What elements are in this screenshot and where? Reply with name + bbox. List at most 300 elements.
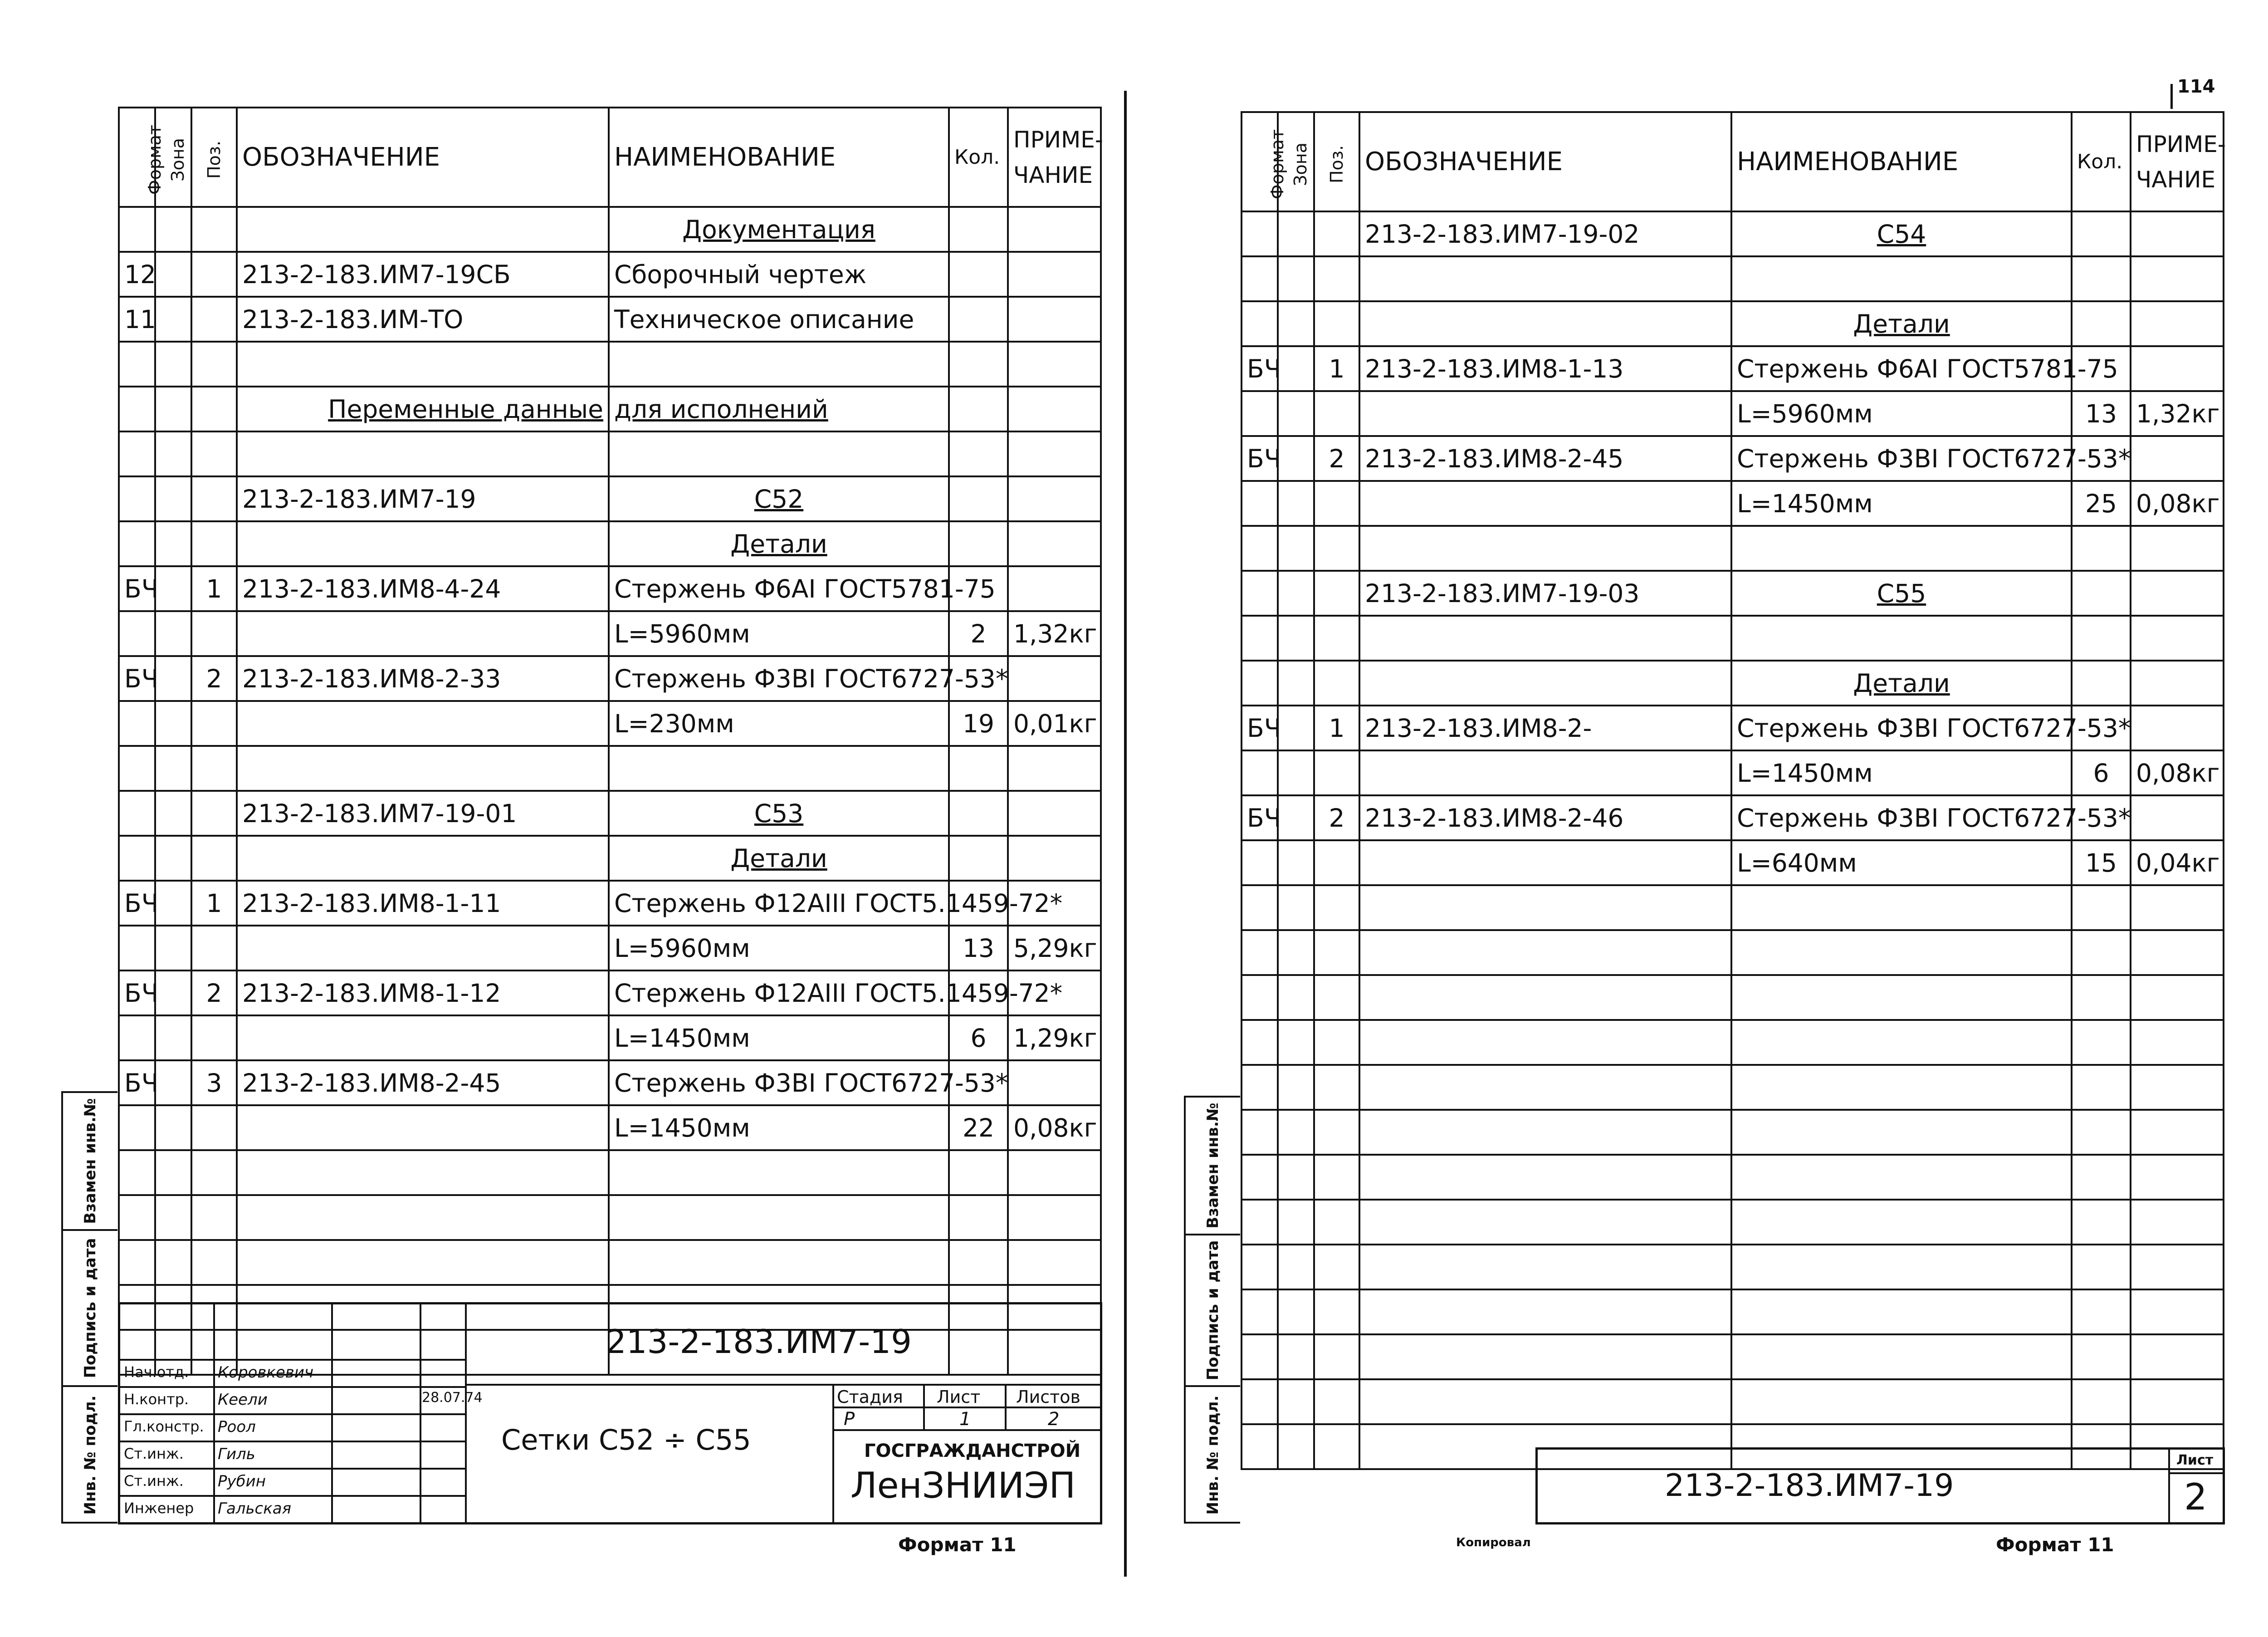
header-pos: Поз. [191,108,237,207]
cell-name [1731,1379,2072,1424]
cell-name: Стержень Ф3ВI ГОСТ6727-53* [1731,436,2072,481]
cell-pos [191,297,237,342]
signer-role: Инженер [124,1500,194,1517]
cell-zone [1278,481,1314,526]
cell-designation [237,207,609,252]
signer-name: Гиль [218,1445,255,1463]
cell-zone [155,1060,191,1105]
cell-note [2131,885,2224,930]
spec-row [1242,795,2224,840]
cell-designation: 213-2-183.ИМ8-1-13 [1359,346,1731,391]
org-name-line1: ГОСГРАЖДАНСТРОЙ [864,1441,1081,1461]
cell-designation: 213-2-183.ИМ8-2- [1359,706,1731,750]
strip-inv-orig-cell: Инв. № подл. [81,1395,99,1515]
cell-pos [1314,1020,1359,1065]
cell-pos [1314,571,1359,616]
cell-zone [1278,256,1314,301]
cell-zone [1278,975,1314,1020]
cell-designation [1359,1110,1731,1155]
header-designation: ОБОЗНАЧЕНИЕ [237,108,609,207]
sheet-number-right: 2 [2184,1476,2207,1518]
cell-note [2131,1245,2224,1289]
cell-qty [2072,1379,2131,1424]
cell-designation [1359,661,1731,706]
cell-designation [1359,391,1731,436]
cell-name: L=1450мм [609,1015,949,1060]
cell-pos [1314,526,1359,571]
side-strip-left [61,1091,117,1524]
cell-zone [155,387,191,431]
cell-pos [1314,211,1359,256]
spec-row [119,1195,1101,1240]
cell-name: L=230мм [609,701,949,746]
cell-zone [155,1240,191,1285]
cell-name: С54 [1731,211,2072,256]
cell-note [1008,836,1101,881]
cell-name: Детали [609,521,949,566]
spec-row [119,970,1101,1015]
side-strip-right [1184,1096,1240,1524]
cell-zone [155,566,191,611]
cell-designation: 213-2-183.ИМ-ТО [237,297,609,342]
cell-designation [237,1195,609,1240]
cell-format [1242,1424,1278,1469]
spec-row [1242,346,2224,391]
cell-format [119,1240,155,1285]
header-name: НАИМЕНОВАНИЕ [609,108,949,207]
cell-zone [155,1015,191,1060]
cell-pos [1314,1155,1359,1200]
cell-note: 0,08кг [1008,1105,1101,1150]
cell-note: 0,01кг [1008,701,1101,746]
cell-designation: 213-2-183.ИМ8-2-46 [1359,795,1731,840]
cell-name: L=1450мм [609,1105,949,1150]
cell-note [2131,706,2224,750]
cell-format [1242,571,1278,616]
cell-zone [1278,526,1314,571]
cell-format [119,611,155,656]
cell-note [2131,795,2224,840]
cell-zone [1278,391,1314,436]
cell-qty [949,521,1008,566]
cell-qty [2072,526,2131,571]
cell-qty [2072,930,2131,975]
cell-format [119,926,155,970]
cell-name [1731,256,2072,301]
cell-name [609,342,949,387]
cell-zone [155,207,191,252]
cell-pos [1314,1289,1359,1334]
cell-qty [949,791,1008,836]
cell-format: БЧ [119,881,155,926]
cell-designation: 213-2-183.ИМ8-1-12 [237,970,609,1015]
cell-note [2131,1334,2224,1379]
cell-qty: 6 [949,1015,1008,1060]
cell-format: БЧ [1242,706,1278,750]
cell-pos: 2 [191,656,237,701]
cell-zone [155,297,191,342]
cell-qty [2072,571,2131,616]
spec-row [119,1240,1101,1285]
cell-name [1731,1155,2072,1200]
cell-zone [1278,616,1314,661]
cell-designation [1359,840,1731,885]
cell-format [1242,975,1278,1020]
sheet-label: Лист [937,1387,981,1407]
spec-row [1242,885,2224,930]
header-designation: ОБОЗНАЧЕНИЕ [1359,112,1731,211]
cell-qty [2072,616,2131,661]
signer-name: Кеели [218,1391,268,1409]
cell-designation [237,836,609,881]
cell-note [1008,746,1101,791]
cell-pos: 3 [191,1060,237,1105]
cell-qty [2072,1110,2131,1155]
cell-note [2131,1110,2224,1155]
doc-number-right: 213-2-183.ИМ7-19 [1665,1468,1954,1504]
cell-format [1242,1245,1278,1289]
spec-row [1242,481,2224,526]
cell-designation [1359,930,1731,975]
cell-note: 0,04кг [2131,840,2224,885]
cell-qty: 15 [2072,840,2131,885]
stage-label: Стадия [837,1387,903,1407]
cell-note [1008,1240,1101,1285]
cell-pos [1314,1110,1359,1155]
cell-pos: 1 [191,566,237,611]
cell-name [1731,1020,2072,1065]
cell-name: С53 [609,791,949,836]
cell-qty: 19 [949,701,1008,746]
cell-pos [191,701,237,746]
spec-row [119,207,1101,252]
cell-pos: 2 [1314,436,1359,481]
cell-format [119,836,155,881]
cell-qty [2072,211,2131,256]
cell-pos [191,342,237,387]
cell-zone [1278,750,1314,795]
cell-qty [949,342,1008,387]
cell-format: 11 [119,297,155,342]
cell-zone [1278,1155,1314,1200]
strip-sign-date-cell: Подпись и дата [63,1231,117,1387]
spec-row [119,252,1101,297]
cell-qty [2072,975,2131,1020]
spec-row [119,701,1101,746]
cell-qty [2072,256,2131,301]
cell-qty [949,1195,1008,1240]
spec-row [1242,256,2224,301]
cell-pos [191,1105,237,1150]
doc-number-left: 213-2-183.ИМ7-19 [606,1323,912,1361]
cell-name: L=5960мм [609,926,949,970]
spec-row [1242,1379,2224,1424]
cell-note [2131,661,2224,706]
cell-zone [1278,436,1314,481]
spec-row [1242,750,2224,795]
cell-qty [949,431,1008,476]
cell-zone [1278,661,1314,706]
cell-designation [1359,256,1731,301]
cell-note [2131,975,2224,1020]
spec-row [1242,391,2224,436]
cell-qty: 25 [2072,481,2131,526]
cell-pos [1314,840,1359,885]
spec-row [1242,571,2224,616]
cell-format: 12 [119,252,155,297]
spec-row [119,1150,1101,1195]
spec-row [1242,840,2224,885]
header-pos: Поз. [1314,112,1359,211]
spec-row [119,521,1101,566]
strip-replace-cell: Взамен инв.№ [1186,1098,1240,1235]
spec-row [119,926,1101,970]
cell-designation [1359,1289,1731,1334]
page-number-tick [2170,84,2173,109]
cell-name: Стержень Ф6АI ГОСТ5781-75 [1731,346,2072,391]
spec-row [119,431,1101,476]
cell-note [1008,1195,1101,1240]
cell-name [1731,930,2072,975]
stage-value: Р [844,1409,855,1430]
header-note: ПРИМЕ- ЧАНИЕ [1008,108,1101,207]
cell-format: БЧ [1242,795,1278,840]
cell-qty: 13 [949,926,1008,970]
cell-pos [191,431,237,476]
format-label-left: Формат 11 [898,1534,1017,1556]
cell-pos [1314,1379,1359,1424]
cell-format [119,387,155,431]
cell-name: Стержень Ф12АIII ГОСТ5.1459-72* [609,881,949,926]
cell-pos: 1 [1314,706,1359,750]
cell-zone [155,836,191,881]
spec-row [1242,1334,2224,1379]
cell-zone [155,791,191,836]
spec-row [1242,1020,2224,1065]
cell-designation: 213-2-183.ИМ7-19-01 [237,791,609,836]
spec-row [1242,1245,2224,1289]
cell-pos [1314,661,1359,706]
cell-format [1242,481,1278,526]
cell-qty [2072,301,2131,346]
cell-designation [237,1105,609,1150]
cell-zone [155,611,191,656]
strip-inv-orig-cell: Инв. № подл. [1204,1395,1222,1515]
cell-designation: 213-2-183.ИМ8-2-45 [1359,436,1731,481]
cell-name: Стержень Ф3ВI ГОСТ6727-53* [1731,706,2072,750]
cell-designation [1359,975,1731,1020]
spec-body-right [1242,211,2224,1469]
cell-name: Детали [609,836,949,881]
cell-pos: 2 [1314,795,1359,840]
cell-name: Сборочный чертеж [609,252,949,297]
cell-designation [237,746,609,791]
cell-pos: 2 [191,970,237,1015]
cell-zone [1278,1110,1314,1155]
cell-pos [1314,481,1359,526]
cell-format [1242,750,1278,795]
strip-sign-date-cell: Подпись и дата [1186,1235,1240,1387]
spec-table-right [1241,111,2224,1470]
spec-row [1242,1065,2224,1110]
spec-sheet-right [1204,111,2226,1520]
cell-designation: 213-2-183.ИМ7-19-02 [1359,211,1731,256]
cell-pos [191,611,237,656]
cell-pos [1314,885,1359,930]
spec-header-row [1242,112,2224,211]
cell-pos [191,1015,237,1060]
cell-format [119,1015,155,1060]
cell-designation: 213-2-183.ИМ7-19СБ [237,252,609,297]
cell-note: 1,32кг [2131,391,2224,436]
spec-row [1242,211,2224,256]
org-name-line2: ЛенЗНИИЭП [850,1465,1076,1506]
cell-name: L=5960мм [609,611,949,656]
spec-sheet-left [81,107,1103,1520]
cell-note: 1,32кг [1008,611,1101,656]
cell-name: Стержень Ф6АI ГОСТ5781-75 [609,566,949,611]
cell-zone [155,1105,191,1150]
cell-zone [155,476,191,521]
cell-note: 0,08кг [2131,481,2224,526]
cell-designation [237,342,609,387]
cell-qty [2072,1289,2131,1334]
cell-format [1242,930,1278,975]
cell-format [119,521,155,566]
cell-zone [1278,301,1314,346]
cell-name: Стержень Ф3ВI ГОСТ6727-53* [609,1060,949,1105]
cell-zone [155,656,191,701]
cell-qty [949,476,1008,521]
cell-zone [1278,211,1314,256]
cell-qty: 2 [949,611,1008,656]
cell-name: для исполнений [609,387,949,431]
cell-designation [1359,1379,1731,1424]
cell-format [1242,1289,1278,1334]
cell-zone [1278,1379,1314,1424]
spec-row [1242,1200,2224,1245]
cell-qty [949,1240,1008,1285]
cell-designation [1359,750,1731,795]
cell-note [2131,1065,2224,1110]
cell-format: БЧ [119,1060,155,1105]
cell-designation [1359,301,1731,346]
cell-format [1242,256,1278,301]
cell-name: Детали [1731,301,2072,346]
cell-note [2131,616,2224,661]
cell-designation [237,431,609,476]
cell-pos [191,746,237,791]
cell-pos [191,1195,237,1240]
spec-row [119,656,1101,701]
cell-designation [1359,1245,1731,1289]
cell-zone [155,1150,191,1195]
cell-pos [1314,301,1359,346]
cell-format [1242,391,1278,436]
spec-table-left [118,107,1102,1376]
cell-name [609,1240,949,1285]
cell-note [2131,1379,2224,1424]
cell-note [1008,656,1101,701]
cell-format [119,791,155,836]
cell-qty [949,746,1008,791]
cell-zone [155,521,191,566]
cell-qty [2072,1334,2131,1379]
signer-name: Рубин [218,1472,266,1490]
cell-note [2131,1155,2224,1200]
cell-format [119,701,155,746]
signer-role: Нач.отд. [124,1363,189,1381]
cell-pos [191,521,237,566]
cell-note [1008,476,1101,521]
cell-name [1731,1289,2072,1334]
cell-name [1731,616,2072,661]
cell-qty [2072,1200,2131,1245]
cell-designation [237,926,609,970]
cell-pos [191,476,237,521]
cell-qty [949,836,1008,881]
cell-format: БЧ [119,970,155,1015]
cell-format [1242,526,1278,571]
spec-row [119,387,1101,431]
signer-name: Роол [218,1418,256,1436]
spec-row [1242,930,2224,975]
spec-row [1242,526,2224,571]
cell-name [609,746,949,791]
cell-qty: 22 [949,1105,1008,1150]
cell-designation: 213-2-183.ИМ8-2-45 [237,1060,609,1105]
cell-designation [1359,1065,1731,1110]
cell-pos: 1 [1314,346,1359,391]
cell-note [2131,211,2224,256]
cell-name: Документация [609,207,949,252]
cell-name [1731,1065,2072,1110]
cell-zone [1278,1424,1314,1469]
cell-pos [191,207,237,252]
cell-pos [1314,975,1359,1020]
cell-designation [237,611,609,656]
signer-name: Коровкевич [218,1363,314,1382]
cell-name [609,1195,949,1240]
spec-row [1242,706,2224,750]
spec-row [119,342,1101,387]
cell-zone [155,746,191,791]
cell-note [2131,1289,2224,1334]
spec-header-row [119,108,1101,207]
cell-format [1242,1155,1278,1200]
cell-name [609,1150,949,1195]
spec-row [119,791,1101,836]
cell-designation [1359,1200,1731,1245]
signer-name: Гальская [218,1500,292,1518]
cell-designation: 213-2-183.ИМ8-2-33 [237,656,609,701]
cell-pos [191,387,237,431]
cell-format: БЧ [1242,346,1278,391]
cell-zone [1278,571,1314,616]
cell-zone [155,701,191,746]
cell-name: Детали [1731,661,2072,706]
cell-name: L=1450мм [1731,481,2072,526]
cell-note [2131,1200,2224,1245]
spec-row [1242,1110,2224,1155]
cell-note [2131,930,2224,975]
cell-pos [191,1240,237,1285]
cell-format [1242,1020,1278,1065]
cell-note [1008,207,1101,252]
cell-designation [1359,885,1731,930]
cell-name: Техническое описание [609,297,949,342]
cell-name: Стержень Ф3ВI ГОСТ6727-53* [1731,795,2072,840]
